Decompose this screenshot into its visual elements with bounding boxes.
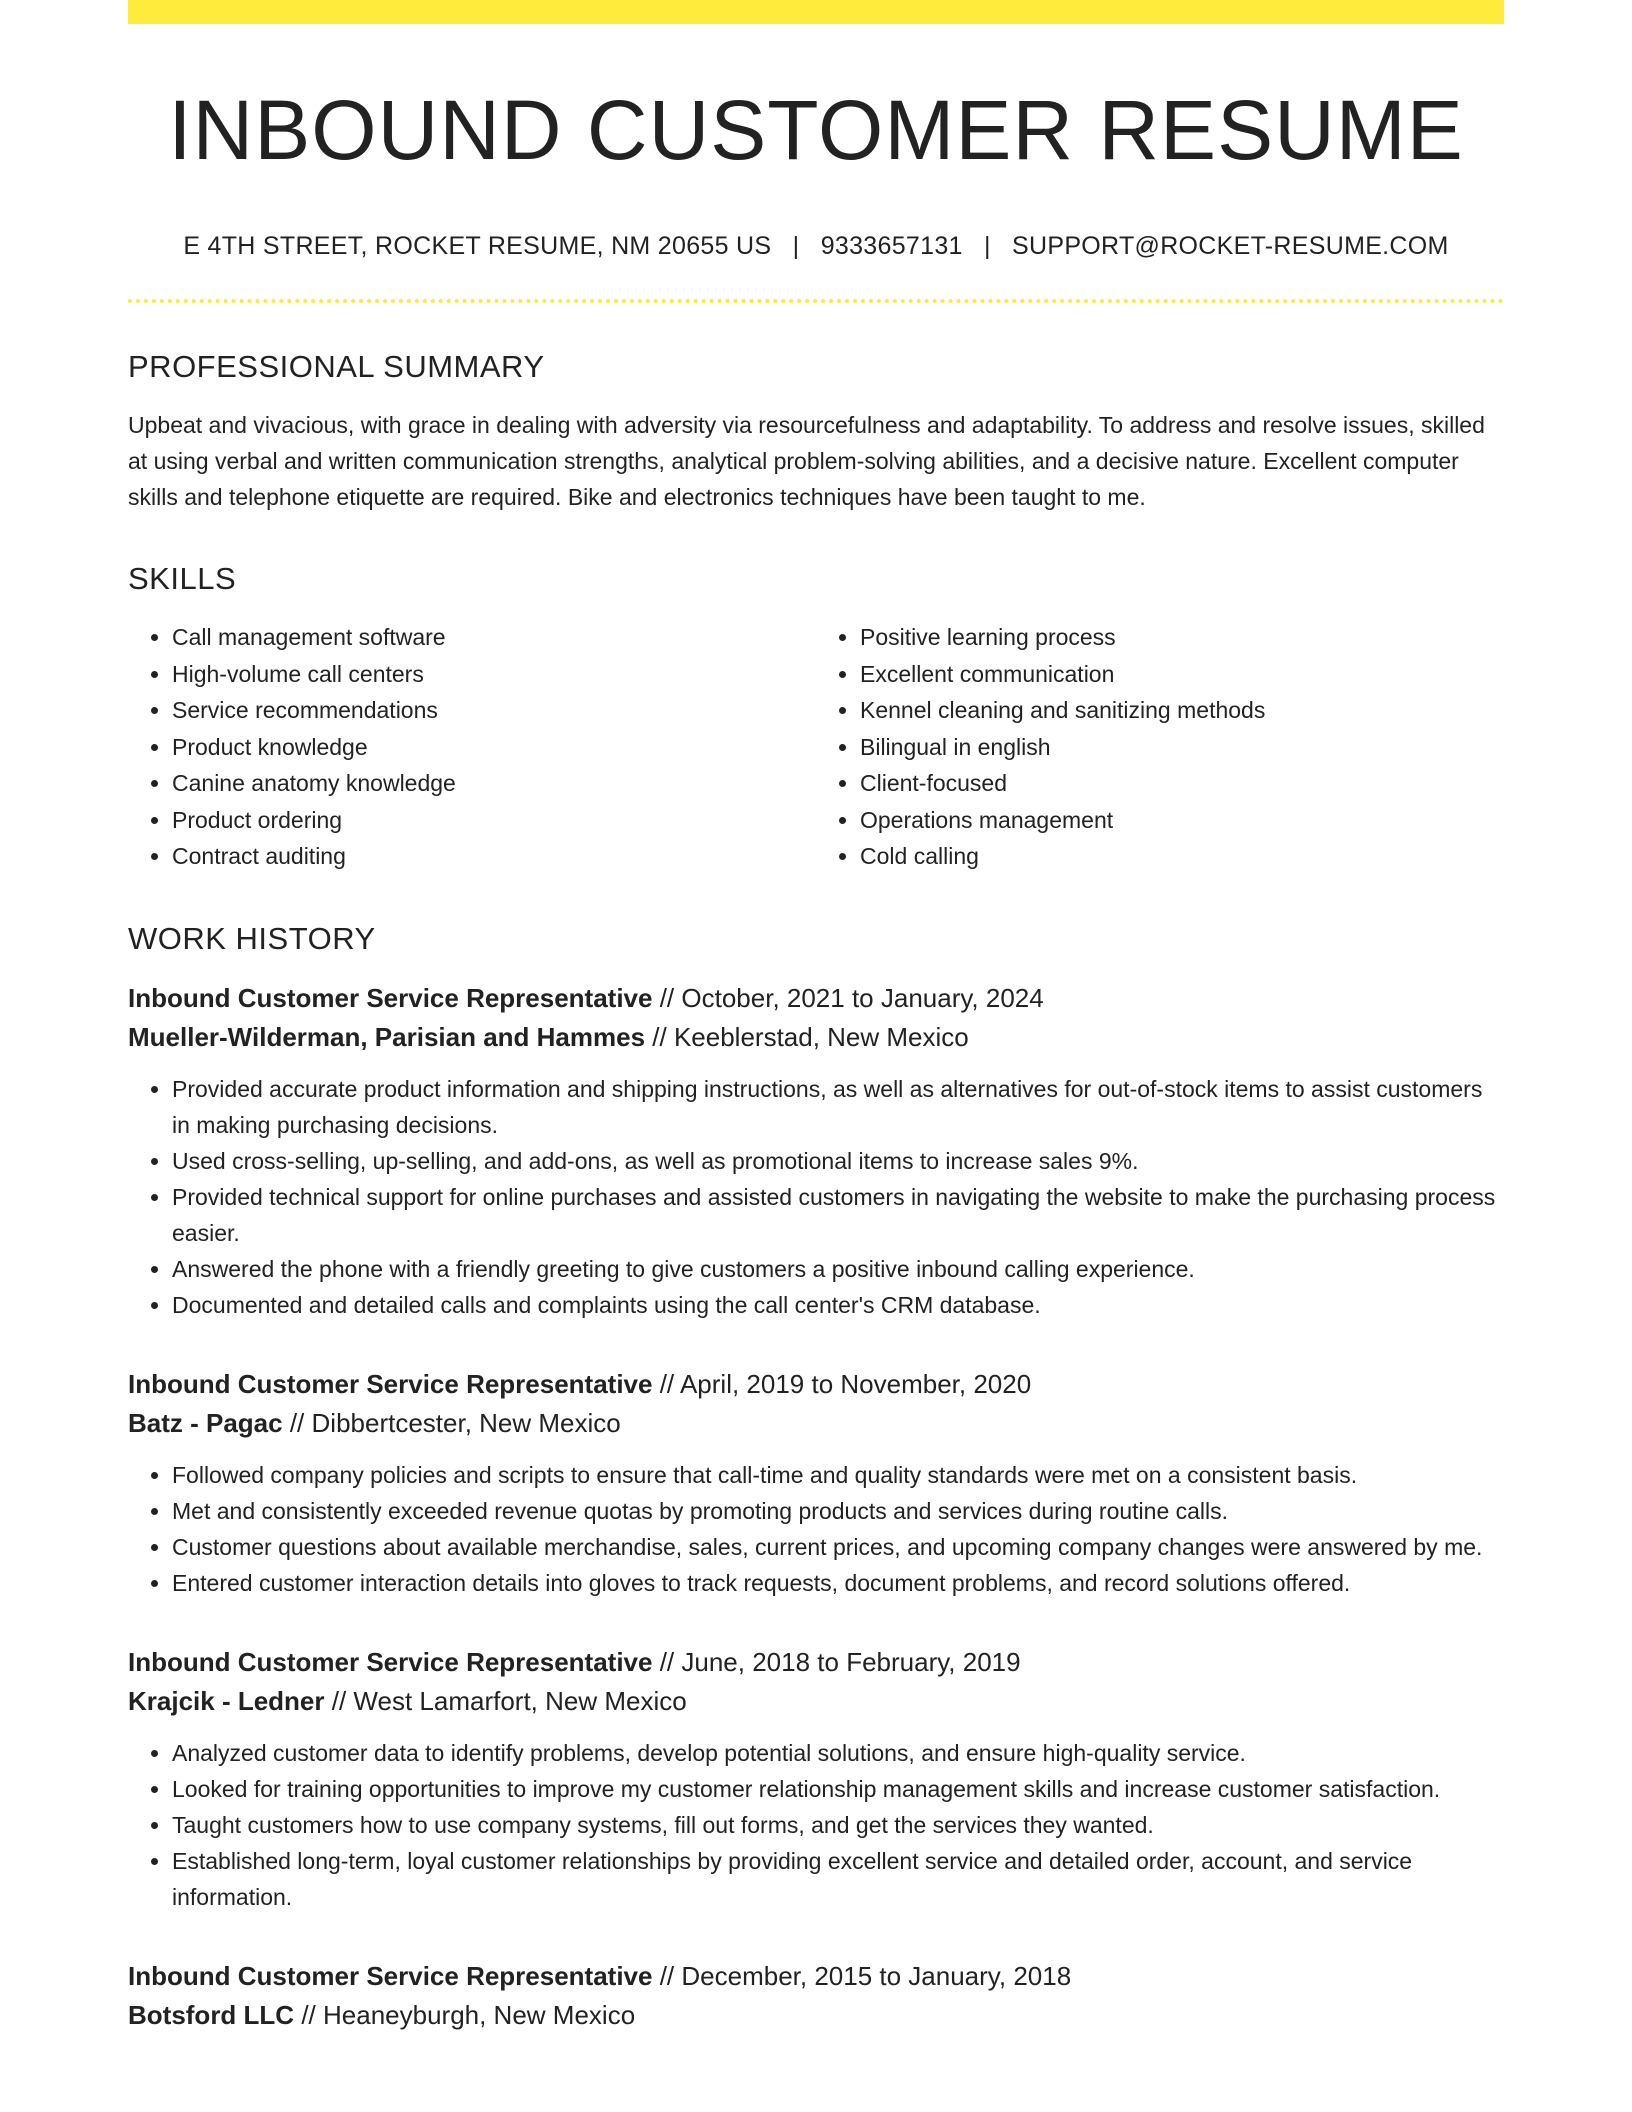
job-entry (128, 1643, 1504, 1915)
contact-separator: | (792, 232, 800, 261)
job-company-line (128, 1682, 1504, 1721)
job-bullet: • Provided accurate product information and shipping instructions, as well as alternatives for out-of-stock items to assist customers in making purchasing decisions. (172, 1071, 1504, 1143)
skills-columns (128, 619, 1504, 875)
job-bullet: • Taught customers how to use company systems, fill out forms, and get the services they wanted. (172, 1807, 1504, 1843)
job-company: Krajcik - Ledner (128, 1685, 325, 1716)
job-bullet: • Documented and detailed calls and complaints using the call center's CRM database. (172, 1287, 1504, 1323)
job-entry (128, 1957, 1504, 2035)
job-role: Inbound Customer Service Representative (128, 1960, 653, 1991)
job-separator: // (645, 1021, 674, 1052)
job-bullet: • Entered customer interaction details into gloves to track requests, document problems, and record solutions offered. (172, 1565, 1504, 1601)
job-company: Batz - Pagac (128, 1407, 283, 1438)
job-dates: June, 2018 to February, 2019 (681, 1646, 1021, 1677)
work-title: WORK HISTORY (128, 920, 376, 956)
skill-item: • Kennel cleaning and sanitizing methods (860, 692, 1504, 729)
job-separator: // (324, 1685, 354, 1716)
job-role-line (128, 1643, 1504, 1682)
job-bullet: • Customer questions about available merchandise, sales, current prices, and upcoming company changes were answered by me. (172, 1529, 1504, 1565)
job-role: Inbound Customer Service Representative (128, 1368, 653, 1399)
job-bullet: • Established long-term, loyal customer relationships by providing excellent service and detailed order, account, and service information. (172, 1843, 1504, 1915)
skill-item: • Client-focused (860, 765, 1504, 802)
job-bullet: • Looked for training opportunities to improve my customer relationship management skills and increase customer satisfaction. (172, 1771, 1504, 1807)
skill-item: • Cold calling (860, 838, 1504, 875)
job-bullets (128, 1735, 1504, 1915)
job-bullets (128, 1457, 1504, 1601)
skill-item: • Call management software (172, 619, 816, 656)
job-list (128, 979, 1504, 2035)
summary-text: Upbeat and vivacious, with grace in dealing with adversity via resourcefulness and adaptability. To address and resolve issues, skilled at using verbal and written communication strengths, analytical problem-solving abilities, and a decisive nature. Excellent computer skills and telephone etiquette are required. Bike and electronics techniques have been taught to me. (128, 412, 1485, 511)
skills-list-left (128, 619, 816, 875)
job-bullet: • Followed company policies and scripts to ensure that call-time and quality standards were met on a consistent basis. (172, 1457, 1504, 1493)
contact-address: E 4TH STREET, ROCKET RESUME, NM 20655 US (183, 232, 772, 261)
job-bullet: • Answered the phone with a friendly greeting to give customers a positive inbound calling experience. (172, 1251, 1504, 1287)
job-separator: // (294, 1999, 323, 2030)
job-bullet: • Met and consistently exceeded revenue quotas by promoting products and services during routine calls. (172, 1493, 1504, 1529)
summary-section (128, 349, 1504, 515)
skill-item: • Operations management (860, 802, 1504, 839)
skill-item: • Excellent communication (860, 656, 1504, 693)
job-separator: // (652, 1646, 682, 1677)
contact-line (128, 232, 1504, 261)
job-role-line (128, 1957, 1504, 1996)
job-entry (128, 979, 1504, 1323)
skills-section (128, 561, 1504, 875)
skill-item: • Service recommendations (172, 692, 816, 729)
skill-item: • Contract auditing (172, 838, 816, 875)
job-location: West Lamarfort, New Mexico (353, 1685, 687, 1716)
job-role: Inbound Customer Service Representative (128, 982, 653, 1013)
skill-item: • Canine anatomy knowledge (172, 765, 816, 802)
job-bullet: • Analyzed customer data to identify problems, develop potential solutions, and ensure high-quality service. (172, 1735, 1504, 1771)
job-bullet: • Used cross-selling, up-selling, and add-ons, as well as promotional items to increase sales 9%. (172, 1143, 1504, 1179)
contact-separator: | (983, 232, 991, 261)
skill-item: • High-volume call centers (172, 656, 816, 693)
work-section (128, 921, 1504, 2035)
summary-title: PROFESSIONAL SUMMARY (128, 349, 545, 385)
job-separator: // (282, 1407, 312, 1438)
skills-title: SKILLS (128, 561, 237, 597)
job-company-line (128, 1996, 1504, 2035)
resume-title: INBOUND CUSTOMER RESUME (168, 83, 1464, 177)
skills-list-right (816, 619, 1504, 875)
accent-top-bar (128, 0, 1504, 24)
job-location: Keeblerstad, New Mexico (673, 1021, 969, 1052)
job-company-line (128, 1018, 1504, 1057)
job-dates: April, 2019 to November, 2020 (679, 1368, 1032, 1399)
job-location: Heaneyburgh, New Mexico (323, 1999, 636, 2030)
job-role-line (128, 1365, 1504, 1404)
job-company: Botsford LLC (128, 1999, 295, 2030)
resume-page (128, 0, 1504, 2112)
job-bullets (128, 1071, 1504, 1323)
job-separator: // (652, 1368, 680, 1399)
job-company: Mueller-Wilderman, Parisian and Hammes (128, 1021, 646, 1052)
skill-item: • Bilingual in english (860, 729, 1504, 766)
skill-item: • Product ordering (172, 802, 816, 839)
contact-phone[interactable]: 9333657131 (820, 232, 963, 261)
contact-email[interactable]: SUPPORT@ROCKET-RESUME.COM (1012, 232, 1449, 261)
job-company-line (128, 1404, 1504, 1443)
skill-item: • Product knowledge (172, 729, 816, 766)
job-dates: October, 2021 to January, 2024 (681, 982, 1044, 1013)
skill-item: • Positive learning process (860, 619, 1504, 656)
job-entry (128, 1365, 1504, 1601)
job-location: Dibbertcester, New Mexico (311, 1407, 621, 1438)
dotted-divider (128, 299, 1504, 303)
job-separator: // (652, 1960, 682, 1991)
job-role: Inbound Customer Service Representative (128, 1646, 653, 1677)
job-role-line (128, 979, 1504, 1018)
job-bullet: • Provided technical support for online purchases and assisted customers in navigating the website to make the purchasing process easier. (172, 1179, 1504, 1251)
job-separator: // (652, 982, 682, 1013)
job-dates: December, 2015 to January, 2018 (681, 1960, 1072, 1991)
